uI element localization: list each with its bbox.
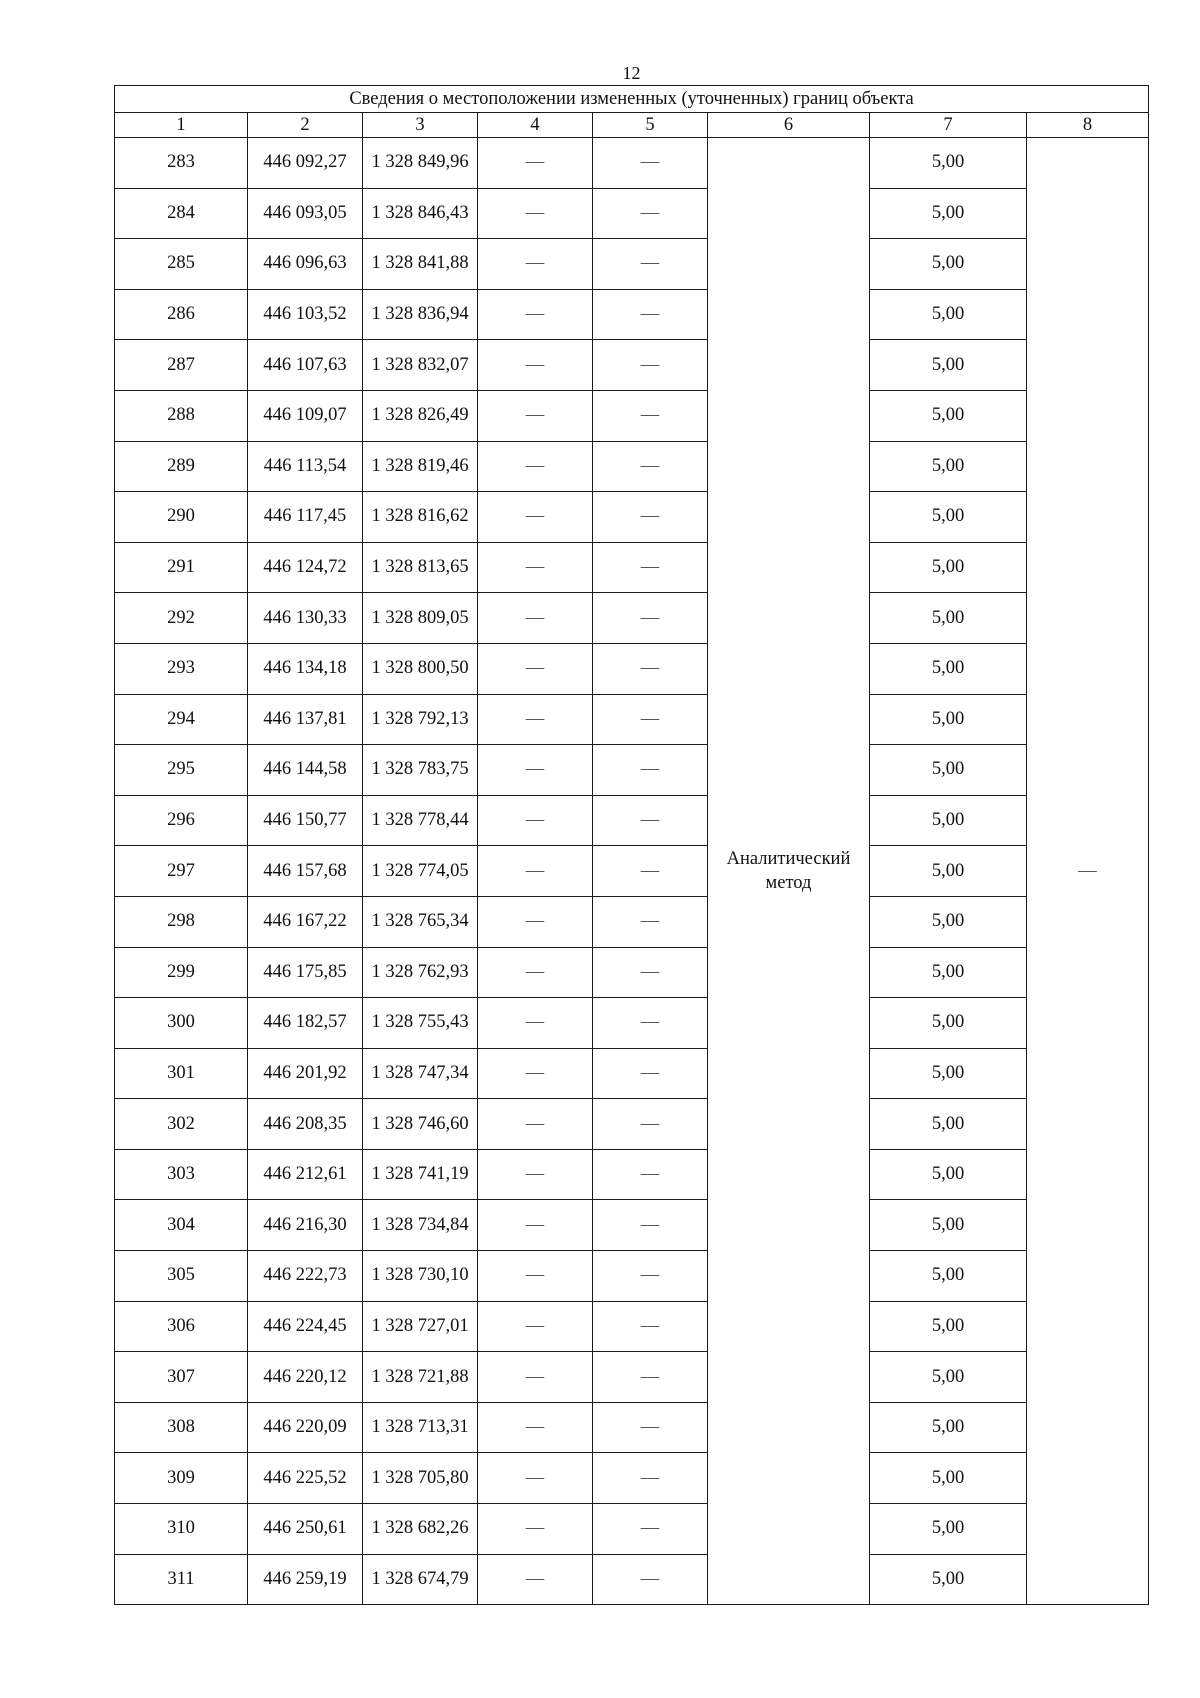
accuracy-cell: 5,00	[870, 289, 1027, 340]
dash-value: —	[640, 607, 660, 628]
dash-value: —	[640, 1568, 660, 1589]
column-4-cell	[478, 593, 593, 644]
dash-value: —	[525, 253, 545, 274]
column-4-cell	[478, 947, 593, 998]
dash-value: —	[525, 1568, 545, 1589]
point-number-cell: 308	[115, 1402, 248, 1453]
column-5-cell	[593, 1149, 708, 1200]
accuracy-cell: 5,00	[870, 1352, 1027, 1403]
dash-value: —	[525, 354, 545, 375]
x-coordinate-cell: 446 117,45	[248, 492, 363, 543]
column-4-cell	[478, 542, 593, 593]
y-coordinate-cell: 1 328 849,96	[363, 138, 478, 189]
dash-value: —	[525, 961, 545, 982]
column-5-cell	[593, 492, 708, 543]
x-coordinate-cell: 446 224,45	[248, 1301, 363, 1352]
accuracy-cell: 5,00	[870, 1048, 1027, 1099]
column-4-cell	[478, 289, 593, 340]
dash-value: —	[525, 1214, 545, 1235]
point-number-cell: 311	[115, 1554, 248, 1605]
table-row	[115, 1504, 1149, 1555]
y-coordinate-cell: 1 328 705,80	[363, 1453, 478, 1504]
y-coordinate-cell: 1 328 832,07	[363, 340, 478, 391]
column-4-cell	[478, 1402, 593, 1453]
table-row	[115, 896, 1149, 947]
dash-value: —	[640, 506, 660, 527]
table-row	[115, 239, 1149, 290]
page-number: 12	[622, 63, 641, 83]
y-coordinate-cell: 1 328 741,19	[363, 1149, 478, 1200]
y-coordinate-cell: 1 328 734,84	[363, 1200, 478, 1251]
y-coordinate-cell: 1 328 755,43	[363, 998, 478, 1049]
table-row	[115, 542, 1149, 593]
table-row	[115, 289, 1149, 340]
column-5-cell	[593, 340, 708, 391]
table-row	[115, 441, 1149, 492]
table-row	[115, 593, 1149, 644]
dash-value: —	[525, 911, 545, 932]
accuracy-cell: 5,00	[870, 1301, 1027, 1352]
y-coordinate-cell: 1 328 819,46	[363, 441, 478, 492]
dash-value: —	[525, 1265, 545, 1286]
accuracy-cell: 5,00	[870, 188, 1027, 239]
accuracy-cell: 5,00	[870, 441, 1027, 492]
table-row	[115, 1200, 1149, 1251]
y-coordinate-cell: 1 328 826,49	[363, 390, 478, 441]
point-number-cell: 298	[115, 896, 248, 947]
x-coordinate-cell: 446 220,09	[248, 1402, 363, 1453]
y-coordinate-cell: 1 328 813,65	[363, 542, 478, 593]
column-5-cell	[593, 1048, 708, 1099]
x-coordinate-cell: 446 182,57	[248, 998, 363, 1049]
accuracy-cell: 5,00	[870, 1554, 1027, 1605]
column-4-cell	[478, 896, 593, 947]
x-coordinate-cell: 446 167,22	[248, 896, 363, 947]
dash-value: —	[525, 1012, 545, 1033]
x-coordinate-cell: 446 175,85	[248, 947, 363, 998]
accuracy-cell: 5,00	[870, 1504, 1027, 1555]
boundary-coordinates-table	[114, 85, 1149, 1605]
dash-value: —	[525, 1417, 545, 1438]
dash-value: —	[525, 708, 545, 729]
point-number-cell: 297	[115, 846, 248, 897]
accuracy-cell: 5,00	[870, 947, 1027, 998]
column-8-cell	[1027, 138, 1149, 1605]
method-text-line-1: Аналитический	[726, 849, 851, 870]
column-4-cell	[478, 1200, 593, 1251]
point-number-cell: 301	[115, 1048, 248, 1099]
dash-value: —	[640, 304, 660, 325]
point-number-cell: 286	[115, 289, 248, 340]
point-number-cell: 310	[115, 1504, 248, 1555]
accuracy-cell: 5,00	[870, 390, 1027, 441]
column-4-cell	[478, 138, 593, 189]
point-number-cell: 288	[115, 390, 248, 441]
y-coordinate-cell: 1 328 778,44	[363, 795, 478, 846]
x-coordinate-cell: 446 144,58	[248, 745, 363, 796]
point-number-cell: 306	[115, 1301, 248, 1352]
table-row	[115, 492, 1149, 543]
table-body	[115, 138, 1149, 1605]
column-5-cell	[593, 542, 708, 593]
accuracy-cell: 5,00	[870, 1099, 1027, 1150]
column-number-1: 1	[115, 113, 248, 138]
y-coordinate-cell: 1 328 846,43	[363, 188, 478, 239]
dash-value: —	[525, 506, 545, 527]
accuracy-cell: 5,00	[870, 593, 1027, 644]
y-coordinate-cell: 1 328 730,10	[363, 1251, 478, 1302]
column-5-cell	[593, 745, 708, 796]
column-4-cell	[478, 390, 593, 441]
table-row	[115, 745, 1149, 796]
dash-value: —	[640, 1366, 660, 1387]
dash-value: —	[525, 759, 545, 780]
point-number-cell: 300	[115, 998, 248, 1049]
column-5-cell	[593, 643, 708, 694]
x-coordinate-cell: 446 220,12	[248, 1352, 363, 1403]
accuracy-cell: 5,00	[870, 998, 1027, 1049]
accuracy-cell: 5,00	[870, 492, 1027, 543]
column-5-cell	[593, 998, 708, 1049]
table-row	[115, 1352, 1149, 1403]
point-number-cell: 291	[115, 542, 248, 593]
column-number-5: 5	[593, 113, 708, 138]
dash-value: —	[640, 961, 660, 982]
y-coordinate-cell: 1 328 841,88	[363, 239, 478, 290]
point-number-cell: 296	[115, 795, 248, 846]
dash-value: —	[640, 911, 660, 932]
column-4-cell	[478, 745, 593, 796]
column-4-cell	[478, 846, 593, 897]
column-5-cell	[593, 593, 708, 644]
dash-value: —	[640, 658, 660, 679]
table-row	[115, 138, 1149, 189]
accuracy-cell: 5,00	[870, 643, 1027, 694]
point-number-cell: 309	[115, 1453, 248, 1504]
point-number-cell: 285	[115, 239, 248, 290]
table-row	[115, 1048, 1149, 1099]
dash-value: —	[640, 557, 660, 578]
y-coordinate-cell: 1 328 765,34	[363, 896, 478, 947]
y-coordinate-cell: 1 328 836,94	[363, 289, 478, 340]
point-number-cell: 302	[115, 1099, 248, 1150]
point-number-cell: 307	[115, 1352, 248, 1403]
dash-value: —	[640, 1417, 660, 1438]
method-text-line-2: метод	[765, 873, 812, 894]
table-row	[115, 1554, 1149, 1605]
column-number-6: 6	[708, 113, 870, 138]
column-4-cell	[478, 1099, 593, 1150]
column-5-cell	[593, 947, 708, 998]
table-row	[115, 340, 1149, 391]
dash-value: —	[640, 759, 660, 780]
dash-value: —	[640, 1012, 660, 1033]
column-number-2: 2	[248, 113, 363, 138]
column-4-cell	[478, 694, 593, 745]
x-coordinate-cell: 446 150,77	[248, 795, 363, 846]
column-5-cell	[593, 1352, 708, 1403]
dash-value: —	[640, 253, 660, 274]
y-coordinate-cell: 1 328 800,50	[363, 643, 478, 694]
column-4-cell	[478, 1504, 593, 1555]
column-number-7: 7	[870, 113, 1027, 138]
column-number-8: 8	[1027, 113, 1149, 138]
x-coordinate-cell: 446 259,19	[248, 1554, 363, 1605]
dash-value: —	[640, 1518, 660, 1539]
accuracy-cell: 5,00	[870, 1149, 1027, 1200]
dash-value: —	[525, 1467, 545, 1488]
point-number-cell: 299	[115, 947, 248, 998]
column-5-cell	[593, 390, 708, 441]
x-coordinate-cell: 446 157,68	[248, 846, 363, 897]
dash-value: —	[525, 810, 545, 831]
point-number-cell: 295	[115, 745, 248, 796]
dash-value: —	[525, 1518, 545, 1539]
x-coordinate-cell: 446 208,35	[248, 1099, 363, 1150]
dash-value: —	[525, 405, 545, 426]
dash-value: —	[640, 455, 660, 476]
column-5-cell	[593, 188, 708, 239]
accuracy-cell: 5,00	[870, 138, 1027, 189]
accuracy-cell: 5,00	[870, 1402, 1027, 1453]
y-coordinate-cell: 1 328 721,88	[363, 1352, 478, 1403]
point-number-cell: 289	[115, 441, 248, 492]
point-number-cell: 284	[115, 188, 248, 239]
column-number-row	[115, 113, 1149, 138]
column-5-cell	[593, 289, 708, 340]
table-row	[115, 1251, 1149, 1302]
column-5-cell	[593, 896, 708, 947]
accuracy-cell: 5,00	[870, 1251, 1027, 1302]
dash-value: —	[640, 1164, 660, 1185]
column-5-cell	[593, 1554, 708, 1605]
dash-value: —	[640, 810, 660, 831]
accuracy-cell: 5,00	[870, 896, 1027, 947]
dash-value: —	[525, 658, 545, 679]
point-number-cell: 287	[115, 340, 248, 391]
y-coordinate-cell: 1 328 792,13	[363, 694, 478, 745]
y-coordinate-cell: 1 328 816,62	[363, 492, 478, 543]
table-row	[115, 998, 1149, 1049]
column-5-cell	[593, 1099, 708, 1150]
y-coordinate-cell: 1 328 762,93	[363, 947, 478, 998]
point-number-cell: 293	[115, 643, 248, 694]
column-4-cell	[478, 1149, 593, 1200]
column-5-cell	[593, 441, 708, 492]
accuracy-cell: 5,00	[870, 239, 1027, 290]
y-coordinate-cell: 1 328 713,31	[363, 1402, 478, 1453]
table-row	[115, 643, 1149, 694]
table-row	[115, 1301, 1149, 1352]
accuracy-cell: 5,00	[870, 745, 1027, 796]
column-4-cell	[478, 998, 593, 1049]
x-coordinate-cell: 446 107,63	[248, 340, 363, 391]
y-coordinate-cell: 1 328 674,79	[363, 1554, 478, 1605]
dash-value: —	[525, 1366, 545, 1387]
y-coordinate-cell: 1 328 747,34	[363, 1048, 478, 1099]
column-number-3: 3	[363, 113, 478, 138]
column-4-cell	[478, 643, 593, 694]
point-number-cell: 294	[115, 694, 248, 745]
x-coordinate-cell: 446 216,30	[248, 1200, 363, 1251]
x-coordinate-cell: 446 124,72	[248, 542, 363, 593]
table-row	[115, 1149, 1149, 1200]
column-4-cell	[478, 239, 593, 290]
x-coordinate-cell: 446 225,52	[248, 1453, 363, 1504]
determination-method-cell	[708, 138, 870, 1605]
table-row	[115, 846, 1149, 897]
dash-value: —	[525, 1315, 545, 1336]
y-coordinate-cell: 1 328 682,26	[363, 1504, 478, 1555]
x-coordinate-cell: 446 109,07	[248, 390, 363, 441]
x-coordinate-cell: 446 092,27	[248, 138, 363, 189]
x-coordinate-cell: 446 137,81	[248, 694, 363, 745]
point-number-cell: 292	[115, 593, 248, 644]
dash-value: —	[640, 1467, 660, 1488]
column-5-cell	[593, 694, 708, 745]
x-coordinate-cell: 446 201,92	[248, 1048, 363, 1099]
dash-value: —	[525, 455, 545, 476]
point-number-cell: 304	[115, 1200, 248, 1251]
x-coordinate-cell: 446 130,33	[248, 593, 363, 644]
x-coordinate-cell: 446 096,63	[248, 239, 363, 290]
column-5-cell	[593, 1402, 708, 1453]
table-row	[115, 694, 1149, 745]
dash-value: —	[525, 1062, 545, 1083]
dash-value: —	[640, 1315, 660, 1336]
column-4-cell	[478, 1453, 593, 1504]
point-number-cell: 303	[115, 1149, 248, 1200]
column-5-cell	[593, 239, 708, 290]
accuracy-cell: 5,00	[870, 1200, 1027, 1251]
accuracy-cell: 5,00	[870, 340, 1027, 391]
dash-value: —	[525, 860, 545, 881]
column-4-cell	[478, 795, 593, 846]
table-row	[115, 795, 1149, 846]
dash-value: —	[525, 304, 545, 325]
x-coordinate-cell: 446 222,73	[248, 1251, 363, 1302]
dash-value: —	[640, 354, 660, 375]
dash-value: —	[525, 1164, 545, 1185]
dash-value: —	[525, 607, 545, 628]
column-5-cell	[593, 1504, 708, 1555]
column-4-cell	[478, 441, 593, 492]
x-coordinate-cell: 446 093,05	[248, 188, 363, 239]
column-4-cell	[478, 1048, 593, 1099]
dash-value: —	[640, 1265, 660, 1286]
table-row	[115, 1402, 1149, 1453]
accuracy-cell: 5,00	[870, 694, 1027, 745]
accuracy-cell: 5,00	[870, 795, 1027, 846]
table-row	[115, 1453, 1149, 1504]
y-coordinate-cell: 1 328 746,60	[363, 1099, 478, 1150]
accuracy-cell: 5,00	[870, 542, 1027, 593]
column-4-cell	[478, 1554, 593, 1605]
table-row	[115, 390, 1149, 441]
y-coordinate-cell: 1 328 783,75	[363, 745, 478, 796]
column-5-cell	[593, 1301, 708, 1352]
column-4-cell	[478, 1352, 593, 1403]
column-4-cell	[478, 492, 593, 543]
column-4-cell	[478, 340, 593, 391]
point-number-cell: 305	[115, 1251, 248, 1302]
y-coordinate-cell: 1 328 727,01	[363, 1301, 478, 1352]
dash-value: —	[525, 557, 545, 578]
point-number-cell: 290	[115, 492, 248, 543]
column-4-cell	[478, 1301, 593, 1352]
table-title: Сведения о местоположении измененных (уточненных) границ объекта	[115, 86, 1149, 113]
y-coordinate-cell: 1 328 774,05	[363, 846, 478, 897]
column-5-cell	[593, 138, 708, 189]
column-5-cell	[593, 846, 708, 897]
dash-value: —	[640, 152, 660, 173]
dash-value: —	[525, 1113, 545, 1134]
accuracy-cell: 5,00	[870, 1453, 1027, 1504]
column-number-4: 4	[478, 113, 593, 138]
x-coordinate-cell: 446 250,61	[248, 1504, 363, 1555]
column-5-cell	[593, 795, 708, 846]
table-row	[115, 188, 1149, 239]
column-5-cell	[593, 1453, 708, 1504]
table-row	[115, 1099, 1149, 1150]
column-5-cell	[593, 1251, 708, 1302]
dash-value: —	[640, 1062, 660, 1083]
table-row	[115, 947, 1149, 998]
dash-value: —	[1078, 860, 1097, 881]
x-coordinate-cell: 446 134,18	[248, 643, 363, 694]
column-5-cell	[593, 1200, 708, 1251]
x-coordinate-cell: 446 212,61	[248, 1149, 363, 1200]
y-coordinate-cell: 1 328 809,05	[363, 593, 478, 644]
column-4-cell	[478, 1251, 593, 1302]
dash-value: —	[525, 202, 545, 223]
dash-value: —	[640, 860, 660, 881]
dash-value: —	[640, 202, 660, 223]
dash-value: —	[640, 1214, 660, 1235]
column-4-cell	[478, 188, 593, 239]
point-number-cell: 283	[115, 138, 248, 189]
dash-value: —	[640, 1113, 660, 1134]
accuracy-cell: 5,00	[870, 846, 1027, 897]
dash-value: —	[640, 405, 660, 426]
x-coordinate-cell: 446 103,52	[248, 289, 363, 340]
dash-value: —	[525, 152, 545, 173]
x-coordinate-cell: 446 113,54	[248, 441, 363, 492]
dash-value: —	[640, 708, 660, 729]
